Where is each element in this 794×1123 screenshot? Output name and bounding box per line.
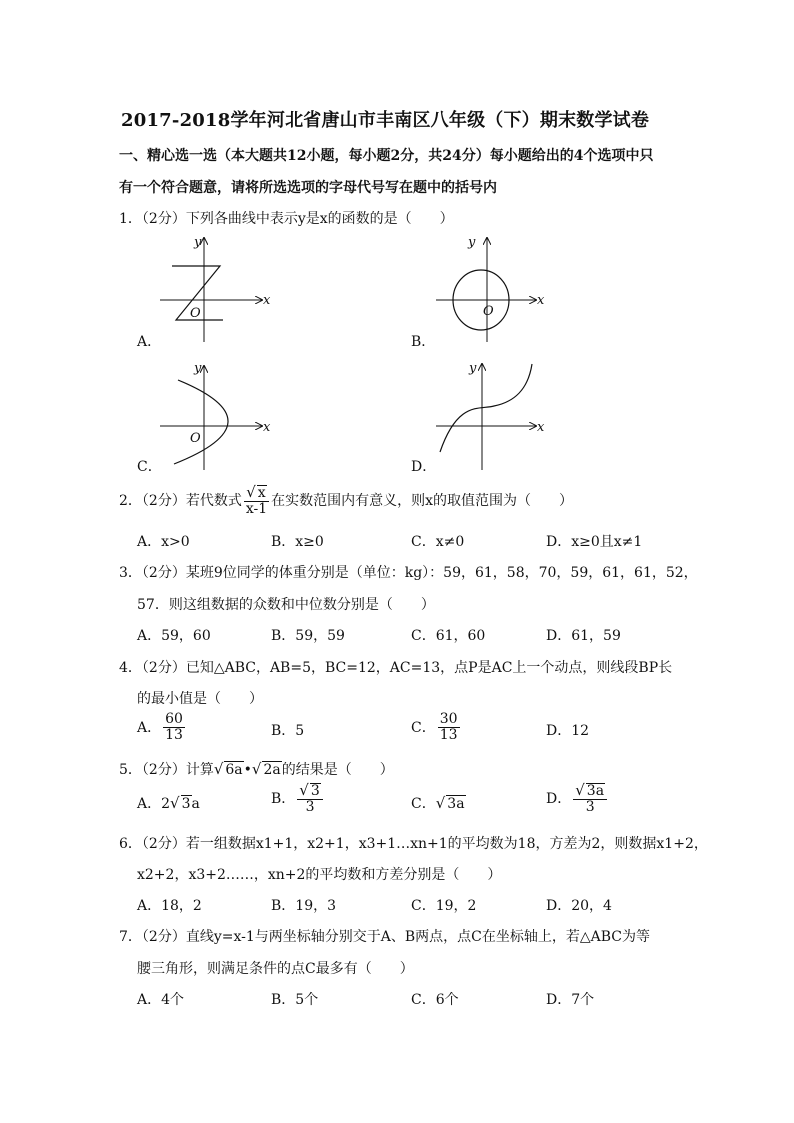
- q4-option-a-letter: A．: [137, 719, 162, 736]
- q1-option-c[interactable]: C．: [137, 459, 162, 475]
- q2-frac-den: x-1: [245, 501, 268, 518]
- q4-option-a[interactable]: [137, 712, 187, 744]
- q5-option-a[interactable]: A．2√ 3a: [137, 794, 200, 812]
- q4-option-d[interactable]: D．12: [546, 723, 590, 739]
- q2-option-d[interactable]: D．x≥0且x≠1: [546, 534, 643, 550]
- q4-option-c-fraction: [438, 712, 460, 744]
- q5-c-letter: C．: [411, 796, 436, 812]
- graph-d-y-label: y: [469, 361, 477, 376]
- q5-stem-post: 的结果是（ ）: [281, 762, 394, 778]
- q6-option-a[interactable]: A．18，2: [137, 898, 202, 914]
- question-5-stem: 5．（2分）计算√ 6a•√ 2a的结果是（ ）: [119, 760, 394, 778]
- graph-a-x-label: x: [263, 293, 271, 308]
- q5-radicand-1: 6a: [225, 762, 243, 778]
- q1-option-d[interactable]: D．: [411, 459, 437, 475]
- q5-option-b[interactable]: [271, 782, 325, 816]
- page-title: 2017-2018学年河北省唐山市丰南区八年级（下）期末数学试卷: [121, 110, 650, 131]
- q5-radicand-2: 2a: [263, 762, 281, 778]
- q4-option-a-fraction: [163, 712, 185, 744]
- question-3-line2: 57．则这组数据的众数和中位数分别是（ ）: [137, 597, 435, 613]
- q5-c-radicand: 3a: [447, 796, 465, 812]
- q4-option-c[interactable]: [411, 712, 462, 744]
- question-6-line1: 6．（2分）若一组数据x1+1，x2+1，x3+1…xn+1的平均数为18，方差为2，则数据x1+2，: [119, 836, 708, 852]
- q5-b-letter: B．: [271, 790, 296, 807]
- graph-b-x-label: x: [537, 293, 545, 308]
- q5-d-letter: D．: [546, 790, 572, 807]
- q2-fraction: $\frac{√ x}{x-1}$: [245, 483, 268, 518]
- section-heading-line2: 有一个符合题意，请将所选选项的字母代号写在题中的括号内: [119, 180, 497, 196]
- q7-option-b[interactable]: B．5个: [271, 992, 319, 1008]
- question-4-line1: 4．（2分）已知△ABC，AB=5，BC=12，AC=13，点P是AC上一个动点，则线段BP长: [119, 660, 673, 676]
- question-4-line2: 的最小值是（ ）: [137, 691, 263, 707]
- q5-b-den: 3: [305, 799, 315, 816]
- q5-option-c[interactable]: C．√ 3a: [411, 794, 465, 812]
- q4-option-c-letter: C．: [411, 719, 436, 736]
- q3-option-d[interactable]: D．61，59: [546, 628, 621, 644]
- q5-d-den: 3: [585, 799, 595, 816]
- q5-d-radicand: 3a: [586, 783, 605, 799]
- q4-c-den: 13: [439, 727, 458, 744]
- q5-a-text: A．2: [137, 796, 171, 812]
- q5-stem-pre: 5．（2分）计算: [119, 762, 214, 778]
- graph-c-y-label: y: [194, 361, 202, 376]
- graph-a-origin-label: O: [190, 306, 201, 321]
- q3-option-c[interactable]: C．61，60: [411, 628, 486, 644]
- q4-a-den: 13: [165, 727, 183, 744]
- q5-b-radicand: 3: [310, 783, 320, 799]
- q6-option-c[interactable]: C．19，2: [411, 898, 477, 914]
- question-6-line2: x2+2，x3+2……，xn+2的平均数和方差分别是（ ）: [137, 867, 502, 883]
- graph-b-origin-label: O: [483, 304, 494, 319]
- q2-frac-num: x: [257, 485, 266, 501]
- q5-b-fraction: $\frac{√ 3}{3}$: [297, 782, 322, 816]
- q2-option-a[interactable]: A．x>0: [137, 534, 190, 550]
- q4-c-num: 30: [439, 711, 458, 727]
- q5-a-radicand: 3: [181, 796, 191, 812]
- question-1-stem: 1．（2分）下列各曲线中表示y是x的函数的是（ ）: [119, 211, 454, 227]
- question-7-line1: 7．（2分）直线y=x-1与两坐标轴分别交于A、B两点，点C在坐标轴上，若△ABC为等: [119, 929, 650, 945]
- graph-c-origin-label: O: [190, 431, 201, 446]
- question-7-line2: 腰三角形，则满足条件的点C最多有（ ）: [137, 961, 414, 977]
- q4-option-b[interactable]: B．5: [271, 723, 305, 739]
- q4-a-num: 60: [165, 711, 183, 727]
- section-heading-line1: 一、精心选一选（本大题共12小题，每小题2分，共24分）每小题给出的4个选项中只: [119, 148, 654, 164]
- q7-option-a[interactable]: A．4个: [137, 992, 185, 1008]
- q6-option-d[interactable]: D．20，4: [546, 898, 612, 914]
- graph-c-x-label: x: [263, 420, 271, 435]
- q2-stem-post: 在实数范围内有意义，则x的取值范围为（ ）: [271, 492, 574, 509]
- question-3-line1: 3．（2分）某班9位同学的体重分别是（单位：kg）：59，61，58，70，59，61，61，52，: [119, 565, 698, 581]
- q3-option-b[interactable]: B．59，59: [271, 628, 345, 644]
- q7-option-c[interactable]: C．6个: [411, 992, 459, 1008]
- q1-option-b[interactable]: B．: [411, 334, 436, 350]
- q6-option-b[interactable]: B．19，3: [271, 898, 337, 914]
- graph-b-y-label: y: [468, 235, 476, 250]
- q5-a-tail: a: [191, 796, 200, 812]
- q2-option-b[interactable]: B．x≥0: [271, 534, 324, 550]
- q5-dot: •: [243, 762, 252, 778]
- graph-a-y-label: y: [194, 235, 202, 250]
- q2-option-c[interactable]: C．x≠0: [411, 534, 465, 550]
- question-2-stem: [119, 484, 573, 518]
- q3-option-a[interactable]: A．59，60: [137, 628, 211, 644]
- q1-option-a[interactable]: A．: [137, 334, 162, 350]
- q5-option-d[interactable]: [546, 782, 609, 816]
- graph-d-x-label: x: [537, 420, 545, 435]
- q7-option-d[interactable]: D．7个: [546, 992, 595, 1008]
- q2-stem-pre: 2．（2分）若代数式: [119, 492, 242, 509]
- q5-d-fraction: $\frac{√ 3a}{3}$: [573, 782, 607, 816]
